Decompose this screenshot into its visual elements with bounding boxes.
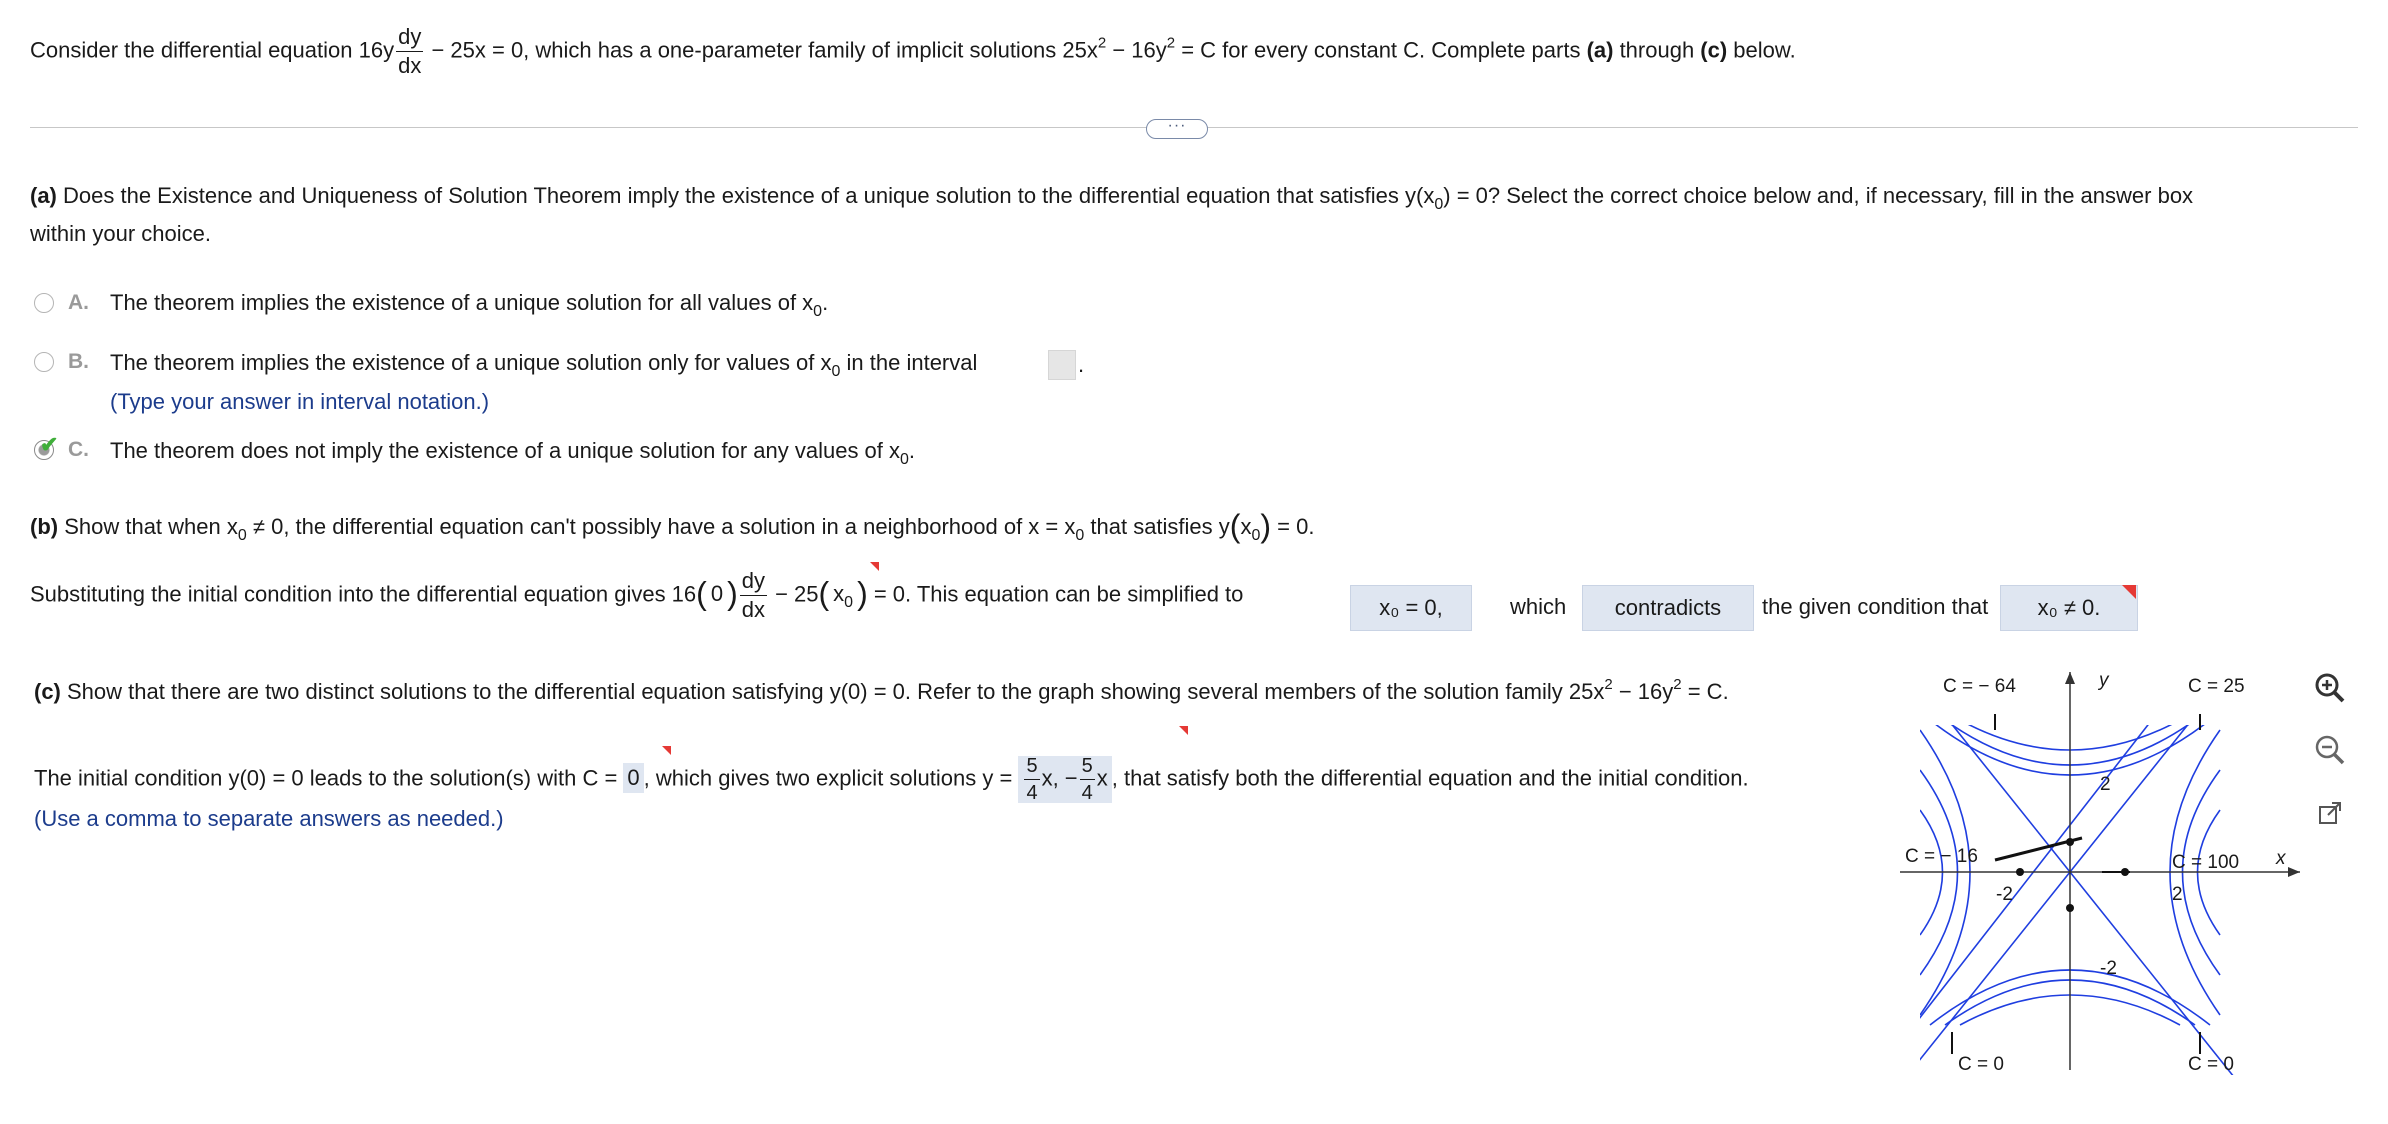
zero-value: 0: [710, 581, 724, 607]
which-text: which: [1510, 594, 1567, 619]
part-b-substitution: Substituting the initial condition into the differential equation gives 16( 0 ) $\frac{dy}{dx}$ − 25( $x_0$ ) = 0. This equation can be simplified to: [30, 568, 1244, 622]
part-c-answer-line: The initial condition y(0) = 0 leads to the solution(s) with C = 0 , which gives two explicit solutions y = $\frac{5}{4}$ x, − $\frac{5}{4}$ x , that satisfy both the differential equation and the initial condition.: [34, 755, 1749, 804]
option-a-letter: A.: [68, 291, 89, 314]
option-a-text[interactable]: The theorem implies the existence of a unique solution for all values of $x_0$.: [110, 290, 829, 320]
option-b-text[interactable]: The theorem implies the existence of a unique solution only for values of $x_0$ in the interval: [110, 350, 978, 380]
label-c-neg16: C = − 16: [1905, 846, 1978, 867]
label-c0-right: C = 0: [2188, 1054, 2234, 1075]
option-b-hint: (Type your answer in interval notation.): [110, 389, 490, 414]
zoom-out-icon[interactable]: [2310, 730, 2350, 770]
point-neg2: [2016, 868, 2024, 876]
part-c-question: (c) Show that there are two distinct solutions to the differential equation satisfying y(0) = 0. Refer to the graph showing several members of the solution family $25x^2 - 16y^2 = C$.: [34, 676, 1729, 704]
label-c-neg64: C = − 64: [1943, 676, 2016, 697]
point-neg2y: [2066, 904, 2074, 912]
tick-neg2-x: -2: [1996, 884, 2013, 905]
label-c-25: C = 25: [2188, 676, 2245, 697]
interval-answer-box[interactable]: [1048, 350, 1076, 380]
part-b-question: (b) Show that when $x_0 \ne 0$, the differential equation can't possibly have a solution in a neighborhood of $x = x_0$ that satisfies $y(x_0) = 0$.: [30, 508, 1315, 544]
contradicts-dropdown[interactable]: contradicts: [1582, 585, 1754, 631]
c-value-box[interactable]: 0: [623, 763, 643, 793]
simplified-answer-box[interactable]: x₀ = 0,: [1350, 585, 1472, 631]
tick-neg2-y: -2: [2100, 958, 2117, 979]
solution-family-graph: [1890, 660, 2310, 1100]
option-c-letter: C.: [68, 438, 89, 461]
point-2x: [2121, 868, 2129, 876]
label-x-axis: x: [2276, 848, 2286, 869]
dy-dx-fraction-2: $\frac{dy}{dx}$: [741, 568, 765, 622]
tick-2-x: 2: [2172, 884, 2183, 905]
flag-icon: [870, 562, 879, 571]
zoom-in-icon[interactable]: [2310, 668, 2350, 708]
option-b-letter: B.: [68, 350, 89, 373]
period: .: [1078, 352, 1085, 377]
more-button[interactable]: ···: [1146, 119, 1208, 139]
explicit-solutions-box[interactable]: $\frac{5}{4}$ x, − $\frac{5}{4}$ x: [1018, 756, 1111, 803]
y-axis-arrow: [2065, 672, 2075, 684]
tick-2-y: 2: [2100, 774, 2111, 795]
part-c-hint: (Use a comma to separate answers as needed.): [34, 806, 504, 831]
condition-answer-box[interactable]: x₀ ≠ 0.: [2000, 585, 2138, 631]
x0-value: $x_0$: [833, 581, 854, 612]
dy-dx-fraction: $\frac{dy}{dx}$: [398, 24, 422, 78]
x-axis-arrow: [2288, 867, 2300, 877]
label-c0-left: C = 0: [1958, 1054, 2004, 1075]
problem-statement: Consider the differential equation 16y $\frac{dy}{dx}$ − 25x = 0, which has a one-parameter family of implicit solutions $25x^2 - 16y^2 = C$ for every constant C. Complete parts (a) through (c) below.: [30, 24, 1796, 78]
flag-icon: [662, 746, 671, 755]
popout-icon[interactable]: [2310, 794, 2350, 834]
option-a-radio[interactable]: [34, 293, 54, 313]
given-condition-text: the given condition that: [1762, 594, 1989, 619]
flag-icon: [2122, 585, 2136, 599]
part-a-question-line2: within your choice.: [30, 221, 211, 246]
flag-icon: [1179, 726, 1188, 735]
label-c-100: C = 100: [2172, 852, 2240, 873]
correct-check-icon: ✔: [40, 432, 59, 457]
option-b-radio[interactable]: [34, 352, 54, 372]
label-y-axis: y: [2099, 670, 2109, 691]
option-c-text[interactable]: The theorem does not imply the existence of a unique solution for any values of $x_0$.: [110, 438, 916, 468]
point-2y: [2066, 838, 2074, 846]
part-a-question: (a) Does the Existence and Uniqueness of Solution Theorem imply the existence of a unique solution to the differential equation that satisfies $y(x_0) = 0$? Select the correct choice below and, if necessary, fill in the answer box: [30, 183, 2194, 213]
